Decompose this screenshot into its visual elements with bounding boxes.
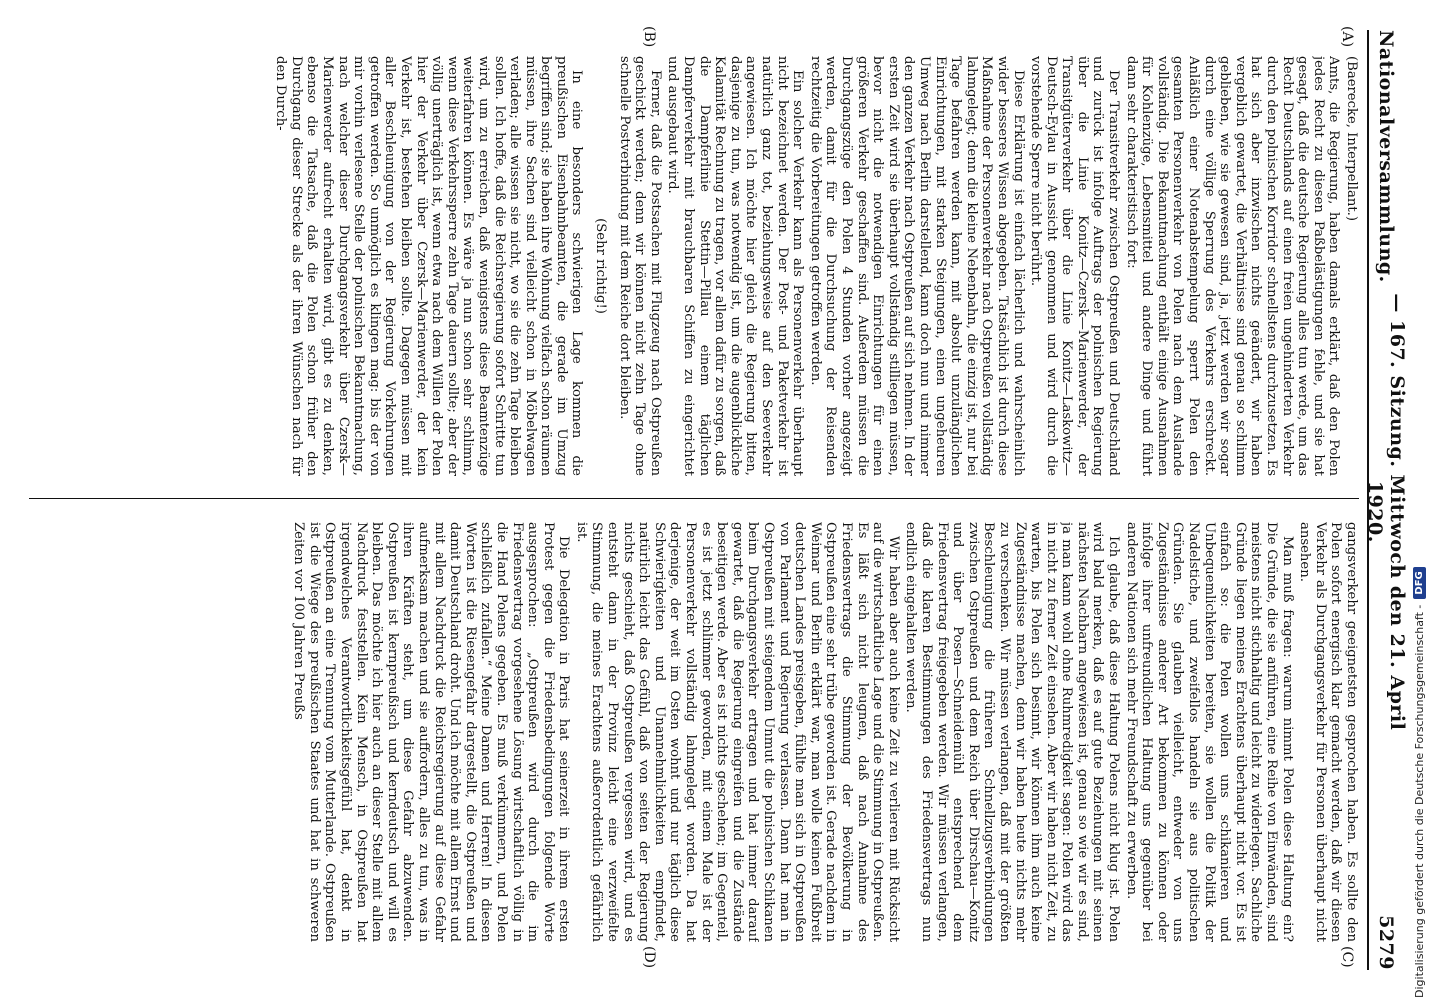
document-page <box>17 20 1417 980</box>
margin-marker-b: (B) <box>641 26 657 48</box>
left-column <box>29 56 1359 476</box>
header-title: Nationalversammlung. <box>1375 30 1397 283</box>
header-session: — 167. Sitzung. Mittwoch den 21. April 1920. <box>1364 293 1408 731</box>
paragraph: Ich glaube, daß diese Haltung Polens nicht klug ist. Polen wird bald merken, daß es auf gute Beziehungen mit seinen nächsten Nachbarn angewiesen ist, genau so wie wir es sind, ja man kann wohl ohne Ruhmredigkeit sagen: Polen wird das in nicht zu ferner Zeit einsehen. Aber wir haben nicht Zeit, zu warten, bis Polen sich besinnt, wir können ihm auch keine Zugeständnisse machen, denn wir haben heute nichts mehr zu verschenken. Wir müssen verlangen, daß mit der größten Beschleunigung die früheren Schnellzugsverbindungen zwischen Ostpreußen und dem Reich über Dirschau—Konitz und über Posen—Schneidemühl entsprechend dem Friedensvertrag freigegeben werden. Wir müssen verlangen, daß die klaren Bestimmungen des Friedensvertrags nun endlich eingehalten werden. <box>903 522 1122 942</box>
paragraph: Wir haben aber auch keine Zeit zu verlieren mit Rücksicht auf die wirtschaftliche Lage und die Stimmung in Ostpreußen. Es läßt sich nicht leugnen, daß nach Annahme des Friedensvertrags die Stimmung der Bevölkerung in Ostpreußen eine sehr trübe geworden ist. Gerade nachdem in Weimar und Berlin erklärt war, man wolle keinen Fußbreit deutschen Landes preisgeben, fühlte man sich in Ostpreußen von Parlament und Regierung verlassen. Dann hat man in Ostpreußen mit steigendem Unmut die polnischen Schikanen beim Durchgangsverkehr ertragen und hat immer darauf gewartet, daß die Regierung eingreifen und die Zustände beseitigen werde. Aber es ist nichts geschehen; im Gegenteil, es ist jetzt schlimmer geworden, mit einem Male ist der Personenverkehr vollständig lahmgelegt worden. Da hat derjenige, der weit im Osten wohnt und nur täglich diese Schwierigkeiten und Unannehmlichkeiten empfindet, natürlich leicht das Gefühl, daß von seiten der Regierung nichts geschieht, daß Ostpreußen vergessen wird, und es entsteht dann in der Provinz leicht eine verzweifelte Stimmung, die meines Erachtens außerordentlich gefährlich ist. <box>573 522 901 942</box>
column-divider <box>29 498 1359 499</box>
paragraph: Ferner, daß die Postsachen mit Flugzeug nach Ostpreußen geschickt werden; denn wir können nicht zehn Tage ohne schnelle Postverbindung mit dem Reiche dort bleiben. <box>616 56 663 476</box>
paragraph: Amts, die Regierung, haben damals erklärt, daß den Polen jedes Recht zu diesen Paßbelästigungen fehle, und sie hat gesagt, daß die deutsche Regierung alles tun werde, um das Recht Deutschlands auf einen freien ungehinderten Verkehr durch den polnischen Korridor schnellstens durchzusetzen. Es hat sich aber inzwischen nichts geändert, wir haben vergeblich gewartet, die Verhältnisse sind genau so schlimm geblieben, wie sie gewesen sind, ja, jetzt werden wir sogar durch eine völlige Sperrung des Verkehrs erschreckt. Anläßlich einer Notenabstempelung sperrt Polen den gesamten Personenverkehr von Polen nach dem Auslande vollständig. Die Bekanntmachung enthält einige Ausnahmen für Kohlenzüge, Lebensmittel und andere Dinge und führt dann sehr charakteristisch fort: <box>1123 56 1342 476</box>
paragraph: Diese Erklärung ist einfach lächerlich und wahrscheinlich wider besseres Wissen abgegeben. Tatsächlich ist durch diese Maßnahme der Personenverkehr nach Ostpreußen vollständig lahmgelegt; denn die kleine Nebenbahn, die einzig ist, nur bei Tage befahren werden kann, mit absolut unzulänglichen Einrichtungen, mit starken Steigungen, einen ungeheuren Umweg nach Berlin darstellend, kann doch nun und nimmer den ganzen Verkehr nach Ostpreußen auf sich nehmen. In der ersten Zeit wird sie überhaupt vollständig stilliegen müssen, bevor nicht die notwendigen Einrichtungen für einen größeren Verkehr geschaffen sind. Außerdem müssen die Durchgangszüge den Polen 4 Stunden vorher angezeigt werden, damit für die Durchsuchung der Reisenden rechtzeitig die Vorbereitungen getroffen werden. <box>807 56 1026 476</box>
quoted-announcement: Der Transitverkehr zwischen Ostpreußen und Deutschland und zurück ist infolge Auftrags der polnischen Regierung über die Linie Konitz—Czersk—Marienwerder, der Transitgüterverkehr über die Linie Konitz—Laskowitz—Deutsch-Eylau in Aussicht genommen und wird durch die vorstehende Sperre nicht berührt. <box>1028 56 1122 476</box>
page-header <box>1364 30 1408 970</box>
margin-marker-c: (C) <box>1339 946 1355 968</box>
paragraph: Ein solcher Verkehr kann als Personenverkehr überhaupt nicht bezeichnet werden. Der Post- und Paketverkehr ist natürlich ganz tot, beziehungsweise auf den Seeverkehr angewiesen. Ich möchte hier gleich die Regierung bitten, dasjenige zu tun, was notwendig ist, um die augenblickliche Kalamität Rechnung zu tragen, vor allem dafür zu sorgen, daß die Dampferlinie Stettin—Pillau einem täglichen Dampferverkehr mit brauchbaren Schiffen zu eingerichtet und ausgebaut wird. <box>665 56 806 476</box>
page-number: 5279 <box>1375 915 1397 970</box>
margin-marker-a: (A) <box>1339 26 1355 48</box>
right-column <box>29 522 1359 942</box>
margin-marker-d: (D) <box>641 946 657 969</box>
paragraph: gangsverkehr geeignetsten gesprochen haben. Es sollte den Polen sofort energisch klar gemacht werden, daß wir diesen Verkehr als Durchgangsverkehr für Personen überhaupt nicht ansehen. <box>1297 522 1359 942</box>
paragraph: Man muß fragen: warum nimmt Polen diese Haltung ein? Die Gründe, die sie anführen, eine Reihe von Einwänden, sind meistens nicht stichhaltig und leicht zu widerlegen. Sachliche Gründe liegen meines Erachtens überhaupt nicht vor. Es ist einfach so: die Polen wollen uns schikanieren und Unbequemlichkeiten bereiten, sie wollen die Politik der Nadelstiche, und zweifellos handeln sie aus politischen Gründen. Sie glauben vielleicht, entweder von uns Zugeständnisse anderer Art bekommen zu können oder infolge ihrer unfreundlichen Haltung uns gegenüber bei anderen Nationen sich mehr Freundschaft zu erwerben. <box>1123 522 1295 942</box>
sidebar-text: Digitalisierung gefördert durch die Deutsche Forschungsgemeinschaft - <box>1412 604 1426 998</box>
digitization-sidebar <box>1406 2 1432 998</box>
speaker-label: (Baerecke, Interpellant.) <box>1344 56 1359 221</box>
paragraph: Die Delegation in Paris hat seinerzeit in ihrem ersten Protest gegen die Friedensbedingungen folgende Worte ausgesprochen: „Ostpreußen wird durch die im Friedensvertrag vorgesehene Lösung wirtschaftlich völlig in die Hand Polens gegeben. Es muß verkümmern, und Polen schließlich zufallen.“ Meine Damen und Herren! In diesen Worten ist die Riesengefahr dargestellt, die Ostpreußen und damit Deutschland droht. Und ich möchte mit allem Ernst und mit allem Nachdruck die Reichsregierung auf diese Gefahr aufmerksam machen und sie auffordern, alles zu tun, was in ihren Kräften steht, um diese Gefahr abzuwenden. Ostpreußen ist kernpreußisch und kerndeutsch und will es bleiben. Das möchte ich hier auch an dieser Stelle mit allem Nachdruck feststellen. Kein Mensch, in Ostpreußen hat irgendwelches Verantwortlichkeitsgefühl hat, denkt in Ostpreußen an eine Trennung vom Mutterlande. Ostpreußen ist die Wiege des preußischen Staates und hat in schweren Zeiten vor 100 Jahren Preußs <box>291 522 572 942</box>
interjection: (Sehr richtig!) <box>593 218 609 314</box>
paragraph: In eine besonders schwierigen Lage kommen die preußischen Eisenbahnbeamten, die gerade im Umzug begriffen sind; sie haben ihre Wohnung vielfach schon räumen müssen, ihre Sachen sind vielleicht schon in Möbelwagen verladen; alle wissen sie nicht, wo sie die zehn Tage bleiben sollen. Ich hoffe, daß die Reichsregierung sofort Schritte tun wird, um zu erreichen, daß wenigstens diese Beamtenzüge weiterfahren können. Es wäre ja nun schon sehr schlimm, wenn diese Verkehrssperre zehn Tage dauern sollte; aber der völlig unerträglich ist, wenn etwa nach dem Willen der Polen hier der Verkehr über Czersk—Marienwerder, der kein Verkehr ist, bestehen bleiben sollte. Dagegen müssen mit aller Beschleunigung von der Regierung Vorkehrungen getroffen werden. So unmöglich es klingen mag: bis der von mir vorhin verlesene Stelle der polnischen Bekanntmachung, nach welcher dieser Durchgangsverkehr über Czersk—Marienwerder aufrecht erhalten wird, gibt es zu denken, ebenso die Tatsache, daß die Polen schon früher den Durchgang dieser Strecke als der ihren Wünschen nach für den Durch- <box>273 56 585 476</box>
dfg-logo-icon: DFG <box>1413 567 1426 598</box>
